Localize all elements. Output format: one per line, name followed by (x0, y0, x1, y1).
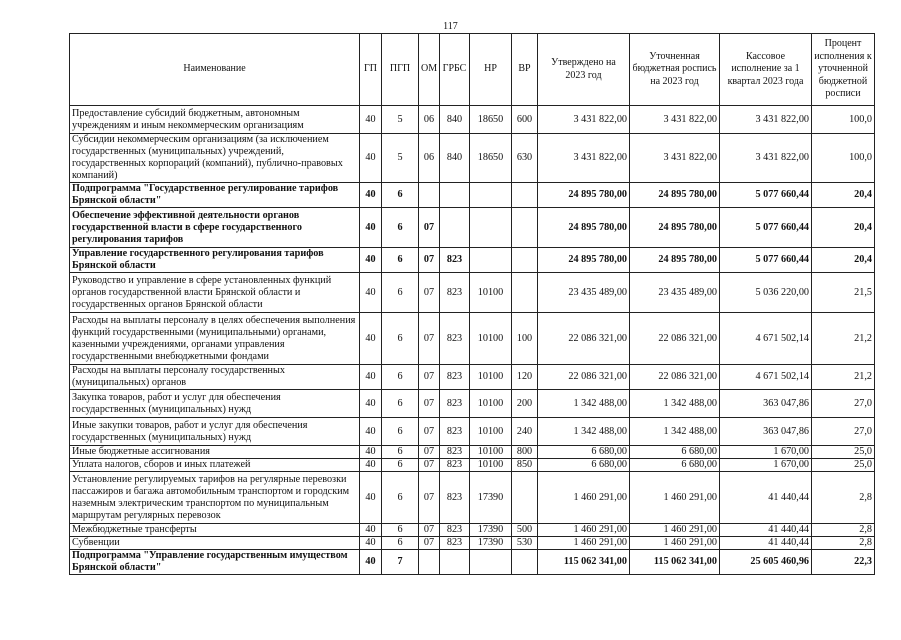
cell-pgp: 6 (382, 390, 419, 418)
cell-percent: 20,4 (812, 183, 875, 208)
table-row (70, 418, 875, 446)
cell-grbs: 823 (440, 273, 470, 313)
cell-om: 07 (419, 446, 440, 459)
cell-nr: 17390 (470, 472, 512, 524)
cell-name: Субсидии некоммерческим организациям (за исключением государственных (муниципальных) учреждений, государственных корпораций (компаний), публично-правовых компаний) (70, 134, 360, 183)
cell-gp: 40 (360, 248, 382, 273)
cell-grbs (440, 550, 470, 575)
cell-om: 07 (419, 208, 440, 248)
cell-grbs: 823 (440, 537, 470, 550)
cell-percent: 2,8 (812, 537, 875, 550)
col-header-om: ОМ (419, 34, 440, 106)
cell-pgp: 6 (382, 313, 419, 365)
cell-nr: 18650 (470, 134, 512, 183)
cell-cash: 5 077 660,44 (720, 208, 812, 248)
cell-grbs: 840 (440, 106, 470, 134)
table-row (70, 459, 875, 472)
cell-refined: 1 460 291,00 (630, 472, 720, 524)
table-row (70, 313, 875, 365)
cell-cash: 41 440,44 (720, 472, 812, 524)
cell-gp: 40 (360, 524, 382, 537)
table-row (70, 524, 875, 537)
cell-refined: 24 895 780,00 (630, 183, 720, 208)
cell-nr (470, 248, 512, 273)
cell-refined: 6 680,00 (630, 459, 720, 472)
cell-refined: 1 342 488,00 (630, 390, 720, 418)
cell-vr (512, 273, 538, 313)
col-header-cash: Кассовое исполнение за 1 квартал 2023 года (720, 34, 812, 106)
cell-vr: 100 (512, 313, 538, 365)
budget-table (69, 33, 875, 575)
cell-vr: 600 (512, 106, 538, 134)
cell-grbs: 840 (440, 134, 470, 183)
cell-refined: 24 895 780,00 (630, 248, 720, 273)
cell-refined: 1 460 291,00 (630, 524, 720, 537)
cell-cash: 1 670,00 (720, 446, 812, 459)
cell-cash: 363 047,86 (720, 418, 812, 446)
cell-pgp: 6 (382, 459, 419, 472)
cell-gp: 40 (360, 208, 382, 248)
cell-om: 07 (419, 365, 440, 390)
cell-om (419, 183, 440, 208)
cell-pgp: 6 (382, 446, 419, 459)
cell-vr (512, 248, 538, 273)
cell-percent: 2,8 (812, 524, 875, 537)
col-header-grbs: ГРБС (440, 34, 470, 106)
cell-approved: 115 062 341,00 (538, 550, 630, 575)
table-row (70, 183, 875, 208)
cell-percent: 21,5 (812, 273, 875, 313)
cell-name: Подпрограмма "Государственное регулирование тарифов Брянской области" (70, 183, 360, 208)
cell-grbs: 823 (440, 418, 470, 446)
cell-name: Иные закупки товаров, работ и услуг для обеспечения государственных (муниципальных) нужд (70, 418, 360, 446)
col-header-pgp: ПГП (382, 34, 419, 106)
cell-approved: 3 431 822,00 (538, 106, 630, 134)
cell-nr: 10100 (470, 459, 512, 472)
cell-approved: 3 431 822,00 (538, 134, 630, 183)
cell-pgp: 6 (382, 537, 419, 550)
cell-vr (512, 550, 538, 575)
col-header-refined: Уточненная бюджетная роспись на 2023 год (630, 34, 720, 106)
cell-approved: 22 086 321,00 (538, 365, 630, 390)
cell-percent: 21,2 (812, 365, 875, 390)
cell-percent: 100,0 (812, 134, 875, 183)
cell-grbs: 823 (440, 248, 470, 273)
cell-vr (512, 183, 538, 208)
cell-percent: 22,3 (812, 550, 875, 575)
cell-om: 06 (419, 134, 440, 183)
cell-grbs: 823 (440, 524, 470, 537)
cell-percent: 100,0 (812, 106, 875, 134)
col-header-name: Наименование (70, 34, 360, 106)
cell-approved: 22 086 321,00 (538, 313, 630, 365)
cell-om (419, 550, 440, 575)
cell-gp: 40 (360, 550, 382, 575)
cell-cash: 4 671 502,14 (720, 313, 812, 365)
cell-cash: 363 047,86 (720, 390, 812, 418)
cell-cash: 5 036 220,00 (720, 273, 812, 313)
col-header-nr: НР (470, 34, 512, 106)
cell-name: Предоставление субсидий бюджетным, автономным учреждениям и иным некоммерческим организациям (70, 106, 360, 134)
cell-approved: 24 895 780,00 (538, 183, 630, 208)
cell-approved: 6 680,00 (538, 446, 630, 459)
cell-pgp: 6 (382, 365, 419, 390)
cell-vr: 630 (512, 134, 538, 183)
table-row (70, 208, 875, 248)
cell-cash: 3 431 822,00 (720, 134, 812, 183)
cell-nr: 10100 (470, 418, 512, 446)
cell-pgp: 6 (382, 418, 419, 446)
cell-refined: 3 431 822,00 (630, 106, 720, 134)
cell-grbs (440, 183, 470, 208)
cell-om: 07 (419, 313, 440, 365)
col-header-approved: Утверждено на 2023 год (538, 34, 630, 106)
cell-nr (470, 183, 512, 208)
cell-om: 07 (419, 472, 440, 524)
cell-name: Установление регулируемых тарифов на регулярные перевозки пассажиров и багажа автомобильным транспортом и городским наземным электрическим транспортом по муниципальным маршрутам регулярных перевозок (70, 472, 360, 524)
cell-gp: 40 (360, 418, 382, 446)
cell-cash: 5 077 660,44 (720, 183, 812, 208)
cell-nr (470, 550, 512, 575)
cell-nr: 10100 (470, 313, 512, 365)
cell-gp: 40 (360, 134, 382, 183)
cell-name: Уплата налогов, сборов и иных платежей (70, 459, 360, 472)
cell-vr: 530 (512, 537, 538, 550)
page-number: 117 (443, 21, 458, 32)
cell-name: Управление государственного регулирования тарифов Брянской области (70, 248, 360, 273)
cell-vr: 500 (512, 524, 538, 537)
cell-grbs: 823 (440, 446, 470, 459)
cell-name: Межбюджетные трансферты (70, 524, 360, 537)
table-row (70, 390, 875, 418)
cell-om: 07 (419, 524, 440, 537)
cell-vr: 850 (512, 459, 538, 472)
cell-cash: 41 440,44 (720, 524, 812, 537)
cell-name: Руководство и управление в сфере установленных функций органов государственной власти Брянской области и государственных органов Брянской области (70, 273, 360, 313)
cell-grbs (440, 208, 470, 248)
cell-gp: 40 (360, 313, 382, 365)
col-header-vr: ВР (512, 34, 538, 106)
cell-vr (512, 472, 538, 524)
cell-approved: 6 680,00 (538, 459, 630, 472)
cell-om: 06 (419, 106, 440, 134)
table-row (70, 446, 875, 459)
cell-refined: 115 062 341,00 (630, 550, 720, 575)
cell-pgp: 6 (382, 273, 419, 313)
cell-percent: 20,4 (812, 248, 875, 273)
cell-nr: 10100 (470, 273, 512, 313)
cell-om: 07 (419, 273, 440, 313)
cell-grbs: 823 (440, 472, 470, 524)
cell-name: Иные бюджетные ассигнования (70, 446, 360, 459)
cell-pgp: 5 (382, 134, 419, 183)
cell-percent: 27,0 (812, 418, 875, 446)
cell-pgp: 6 (382, 524, 419, 537)
table-row (70, 106, 875, 134)
cell-name: Подпрограмма "Управление государственным имуществом Брянской области" (70, 550, 360, 575)
cell-percent: 20,4 (812, 208, 875, 248)
cell-cash: 41 440,44 (720, 537, 812, 550)
table-row (70, 248, 875, 273)
cell-refined: 23 435 489,00 (630, 273, 720, 313)
table-row (70, 550, 875, 575)
cell-gp: 40 (360, 390, 382, 418)
cell-gp: 40 (360, 446, 382, 459)
cell-nr (470, 208, 512, 248)
cell-refined: 24 895 780,00 (630, 208, 720, 248)
cell-pgp: 6 (382, 183, 419, 208)
cell-name: Субвенции (70, 537, 360, 550)
cell-nr: 10100 (470, 446, 512, 459)
cell-vr: 800 (512, 446, 538, 459)
col-header-percent: Процент исполнения к уточненной бюджетной росписи (812, 34, 875, 106)
cell-name: Обеспечение эффективной деятельности органов государственной власти в сфере государственного регулирования тарифов (70, 208, 360, 248)
cell-refined: 3 431 822,00 (630, 134, 720, 183)
cell-gp: 40 (360, 365, 382, 390)
cell-om: 07 (419, 390, 440, 418)
cell-name: Расходы на выплаты персоналу в целях обеспечения выполнения функций государственными (муниципальными) органами, казенными учреждениями, органами управления государственными внебюджетными фондами (70, 313, 360, 365)
cell-approved: 24 895 780,00 (538, 248, 630, 273)
cell-vr: 240 (512, 418, 538, 446)
cell-cash: 5 077 660,44 (720, 248, 812, 273)
cell-vr (512, 208, 538, 248)
cell-vr: 200 (512, 390, 538, 418)
cell-gp: 40 (360, 183, 382, 208)
cell-pgp: 7 (382, 550, 419, 575)
cell-cash: 3 431 822,00 (720, 106, 812, 134)
table-row (70, 472, 875, 524)
cell-refined: 6 680,00 (630, 446, 720, 459)
cell-nr: 18650 (470, 106, 512, 134)
cell-approved: 1 460 291,00 (538, 537, 630, 550)
cell-refined: 22 086 321,00 (630, 313, 720, 365)
col-header-gp: ГП (360, 34, 382, 106)
cell-gp: 40 (360, 537, 382, 550)
cell-approved: 1 342 488,00 (538, 390, 630, 418)
cell-cash: 25 605 460,96 (720, 550, 812, 575)
cell-approved: 1 342 488,00 (538, 418, 630, 446)
cell-approved: 24 895 780,00 (538, 208, 630, 248)
cell-grbs: 823 (440, 390, 470, 418)
cell-gp: 40 (360, 472, 382, 524)
cell-om: 07 (419, 537, 440, 550)
cell-grbs: 823 (440, 365, 470, 390)
cell-nr: 17390 (470, 524, 512, 537)
table-row (70, 273, 875, 313)
cell-vr: 120 (512, 365, 538, 390)
cell-refined: 1 342 488,00 (630, 418, 720, 446)
cell-refined: 22 086 321,00 (630, 365, 720, 390)
header-row (70, 34, 875, 106)
cell-pgp: 6 (382, 472, 419, 524)
cell-nr: 10100 (470, 390, 512, 418)
cell-grbs: 823 (440, 459, 470, 472)
cell-percent: 25,0 (812, 459, 875, 472)
cell-cash: 4 671 502,14 (720, 365, 812, 390)
cell-approved: 1 460 291,00 (538, 472, 630, 524)
cell-om: 07 (419, 418, 440, 446)
cell-om: 07 (419, 248, 440, 273)
cell-percent: 21,2 (812, 313, 875, 365)
cell-nr: 10100 (470, 365, 512, 390)
cell-pgp: 5 (382, 106, 419, 134)
cell-name: Расходы на выплаты персоналу государственных (муниципальных) органов (70, 365, 360, 390)
cell-percent: 25,0 (812, 446, 875, 459)
cell-approved: 1 460 291,00 (538, 524, 630, 537)
table-row (70, 537, 875, 550)
cell-name: Закупка товаров, работ и услуг для обеспечения государственных (муниципальных) нужд (70, 390, 360, 418)
table-row (70, 134, 875, 183)
cell-percent: 27,0 (812, 390, 875, 418)
cell-percent: 2,8 (812, 472, 875, 524)
cell-pgp: 6 (382, 248, 419, 273)
cell-pgp: 6 (382, 208, 419, 248)
cell-grbs: 823 (440, 313, 470, 365)
cell-cash: 1 670,00 (720, 459, 812, 472)
cell-gp: 40 (360, 273, 382, 313)
cell-gp: 40 (360, 459, 382, 472)
cell-approved: 23 435 489,00 (538, 273, 630, 313)
table-row (70, 365, 875, 390)
cell-refined: 1 460 291,00 (630, 537, 720, 550)
cell-gp: 40 (360, 106, 382, 134)
cell-om: 07 (419, 459, 440, 472)
cell-nr: 17390 (470, 537, 512, 550)
